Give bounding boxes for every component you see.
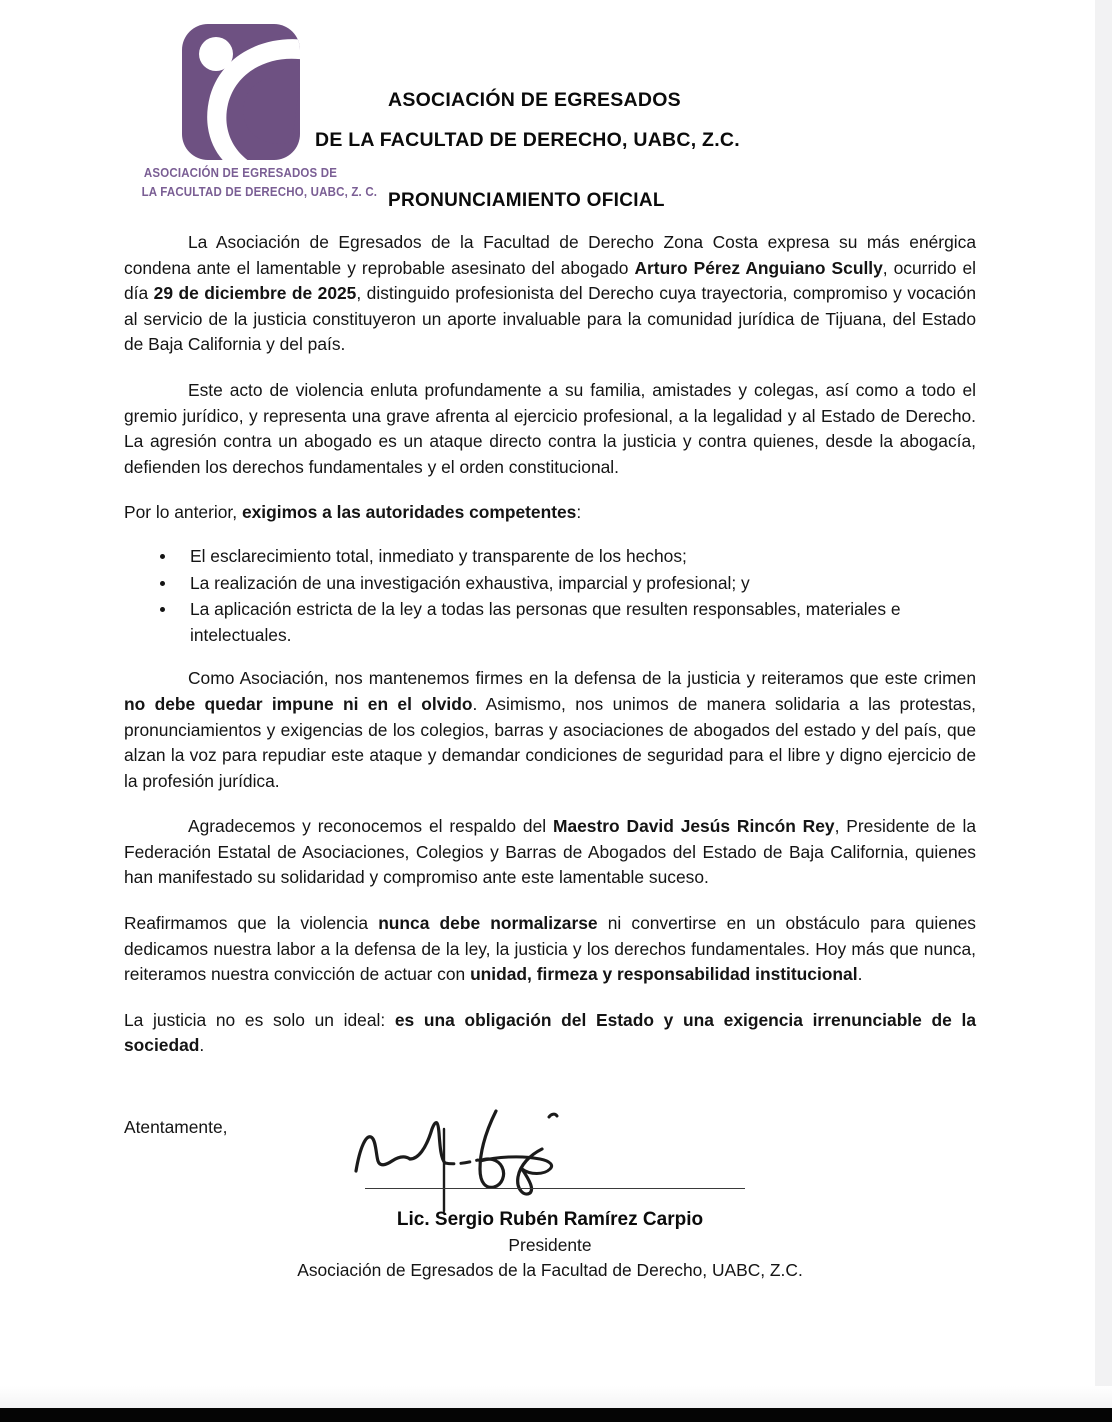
obligation-bold: es una obligación del Estado y una exigencia irrenunciable de la sociedad: [124, 1009, 976, 1056]
list-item: [124, 544, 976, 570]
p5-seg1: Agradecemos y reconocemos el respaldo del: [188, 816, 553, 837]
closing-salutation: Atentamente,: [124, 1117, 228, 1138]
association-monogram-logo: [180, 22, 302, 162]
paragraph-condena: [124, 230, 976, 358]
bullet-icon: [160, 554, 165, 559]
paragraph-asociacion: [124, 666, 976, 794]
p5-seg2: , Presidente de la Federación Estatal de Asociaciones, Colegios y Barras de Abogados del Estado de Baja California, quienes han manifestado su solidaridad y compromiso ante este lamentable suceso.: [124, 816, 976, 888]
handwritten-signature: [344, 1103, 674, 1213]
supporter-name: Maestro David Jesús Rincón Rey: [552, 816, 835, 837]
paragraph-reafirmacion: [124, 911, 976, 988]
p1-seg3: , distinguido profesionista del Derecho cuya trayectoria, compromiso y vocación al servicio de la justicia constituyeron un aporte invaluable para la comunidad jurídica de Tijuana, del Estado de Baja California y del país.: [124, 283, 976, 355]
document-header: [0, 0, 1095, 222]
document-title: PRONUNCIAMIENTO OFICIAL: [388, 190, 665, 211]
demand-lead-bold: exigimos a las autoridades competentes: [241, 502, 577, 523]
organization-name-line-1: ASOCIACIÓN DE EGRESADOS: [388, 89, 681, 111]
p4-seg1: Como Asociación, nos mantenemos firmes en la defensa de la justicia y reiteramos que este crimen: [188, 668, 976, 689]
list-item: [124, 597, 976, 648]
list-item: [124, 571, 976, 597]
paragraph-exigencia-intro: [124, 500, 976, 526]
p6-seg1: Reafirmamos que la violencia: [124, 913, 379, 934]
organization-name-line-2: DE LA FACULTAD DE DERECHO, UABC, Z.C.: [315, 129, 740, 151]
signature-line: [365, 1188, 745, 1189]
paragraph-agradecimiento: [124, 814, 976, 891]
signature-block: [124, 1115, 976, 1305]
demand-text: El esclarecimiento total, inmediato y transparente de los hechos;: [190, 545, 687, 566]
p7-seg1: La justicia no es solo un ideal:: [124, 1009, 395, 1030]
demands-list: [124, 544, 976, 648]
demand-text: La aplicación estricta de la ley a todas las personas que resulten responsables, materiales e intelectuales.: [190, 599, 901, 645]
p3-seg2: :: [576, 502, 582, 523]
document-body: [124, 230, 976, 1305]
paragraph-violencia: Este acto de violencia enluta profundamente a su familia, amistades y colegas, así como a todo el gremio jurídico, y representa una grave afrenta al ejercicio profesional, a la legalidad y al Estado de Derecho. La agresión contra un abogado es un ataque directo contra la justicia y contra quienes, desde la abogacía, defienden los derechos fundamentales y el orden constitucional.: [124, 379, 976, 477]
spacer: [124, 1079, 976, 1089]
page-bottom-fade: [0, 1386, 1112, 1408]
signatory-details: [124, 1207, 976, 1283]
signatory-role: Presidente: [508, 1235, 592, 1256]
bullet-icon: [160, 607, 165, 612]
p3-seg1: Por lo anterior,: [124, 502, 242, 523]
p7-seg2: .: [199, 1035, 205, 1056]
values-bold: unidad, firmeza y responsabilidad institucional: [470, 964, 858, 985]
victim-name: Arturo Pérez Anguiano Scully: [634, 257, 883, 278]
p1-seg1: La Asociación de Egresados de la Facultad de Derecho Zona Costa expresa su más enérgica condena ante el lamentable y reprobable asesinato del abogado: [124, 232, 976, 278]
logo-caption-line-1: ASOCIACIÓN DE EGRESADOS DE: [143, 166, 338, 180]
bullet-icon: [160, 581, 165, 586]
p1-seg2: , ocurrido el día: [124, 257, 977, 304]
p4-seg2: . Asimismo, nos unimos de manera solidaria a las protestas, pronunciamientos y exigencias de los colegios, barras y asociaciones de abogados del estado y del país, que alzan la voz para repudiar este ataque y demandar condiciones de seguridad para el libre y digno ejercicio de la profesión jurídica.: [124, 693, 976, 791]
header-titles: [310, 80, 1010, 212]
p6-seg2: ni convertirse en un obstáculo para quienes dedicamos nuestra labor a la defensa de la ley, la justicia y los derechos fundamentales. Hoy más que nunca, reiteramos nuestra convicción de actuar con: [124, 913, 976, 985]
page-bottom-bar: [0, 1408, 1112, 1422]
signatory-organization: Asociación de Egresados de la Facultad de Derecho, UABC, Z.C.: [297, 1260, 803, 1281]
demand-text: La realización de una investigación exhaustiva, imparcial y profesional; y: [190, 572, 750, 593]
signatory-name: Lic. Sergio Rubén Ramírez Carpio: [396, 1209, 704, 1231]
incident-date: 29 de diciembre de 2025: [153, 283, 357, 304]
page-right-gutter: [1095, 0, 1112, 1398]
paragraph-justicia: [124, 1008, 976, 1059]
impunity-bold: no debe quedar impune ni en el olvido: [124, 693, 473, 714]
p6-seg3: .: [857, 964, 863, 985]
normalization-bold: nunca debe normalizarse: [378, 913, 598, 934]
logo-caption-line-2: LA FACULTAD DE DERECHO, UABC, Z. C.: [141, 184, 378, 199]
